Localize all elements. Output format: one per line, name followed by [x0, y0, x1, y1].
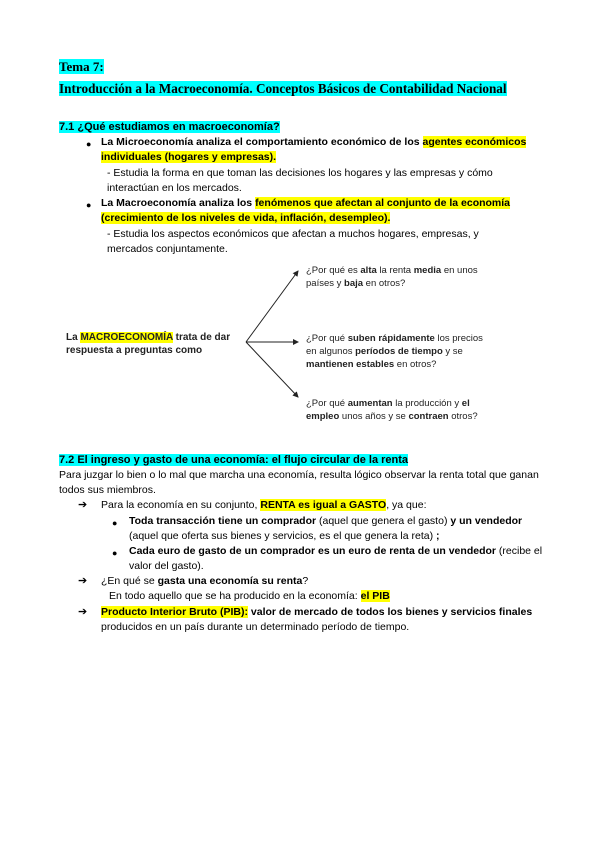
question-text: en otros? — [363, 278, 406, 289]
question-text: en unos — [441, 265, 478, 276]
question-text: ¿Por qué — [306, 333, 348, 344]
question-bold: empleo — [306, 411, 340, 422]
question-bold: el — [461, 398, 470, 409]
arrow-right-icon: ➔ — [78, 499, 88, 511]
diagram-question-1 — [306, 264, 478, 290]
section-heading-7-2 — [59, 453, 408, 467]
arrow-to-question-3 — [246, 342, 298, 397]
bullet-microeconomia-detail: - Estudia la forma en que toman las decisiones los hogares y las empresas y cómo interactúan en los mercados. — [107, 167, 493, 194]
bullet-text: La Macroeconomía analiza los — [101, 197, 256, 209]
question-text: otros? — [448, 411, 478, 422]
diagram-question-3 — [306, 397, 478, 423]
arrow-item-pib-definition-cont: producidos en un país durante un determinado período de tiempo. — [101, 621, 410, 633]
item-text: (aquel que genera el gasto) — [316, 515, 451, 527]
question-text: unos años y se — [339, 411, 409, 422]
section-heading-7-2-text: 7.2 El ingreso y gasto de una economía: el flujo circular de la renta — [59, 454, 409, 466]
question-text: los precios — [434, 333, 483, 344]
arrow-right-icon: ➔ — [78, 575, 88, 587]
question-text: ¿Por qué es — [306, 265, 361, 276]
item-text: En todo aquello que se ha producido en la economía: — [109, 590, 361, 602]
subbullet-transaccion — [129, 514, 549, 544]
subbullet-euro — [129, 544, 549, 574]
arrow-to-question-1 — [246, 271, 298, 342]
question-bold: aumentan — [347, 398, 393, 409]
diagram-question-2 — [306, 332, 483, 371]
question-text: en otros? — [394, 359, 437, 370]
question-bold: alta — [360, 265, 377, 276]
arrow-item-pib-definition — [101, 605, 532, 620]
statement-text: La — [66, 332, 81, 343]
topic-number: Tema 7: — [59, 59, 104, 74]
item-text: (aquel que oferta sus bienes y servicios, es el que genera la reta) — [129, 530, 437, 542]
highlight-text: fenómenos que afectan al conjunto de la economía (crecimiento de los niveles de vida, inflación, desempleo). — [101, 197, 511, 224]
statement-highlight: MACROECONOMÍA — [80, 332, 173, 343]
question-bold: períodos de tiempo — [355, 346, 443, 357]
item-bold: gasta una economía su renta — [157, 575, 303, 587]
bullet-macroeconomia-detail: - Estudia los aspectos económicos que afectan a muchos hogares, empresas, y mercados conjuntamente. — [107, 228, 479, 255]
bullet-icon: ● — [112, 518, 118, 528]
question-text: ¿Por qué — [306, 398, 348, 409]
question-text: la renta — [376, 265, 414, 276]
highlight-text: agentes económicos individuales (hogares y empresas). — [101, 136, 527, 163]
arrow-right-icon: ➔ — [78, 606, 88, 618]
bullet-text: La Microeconomía analiza el comportamiento económico de los — [101, 136, 423, 148]
question-bold: contraen — [408, 411, 449, 422]
page-title-text: Introducción a la Macroeconomía. Conceptos Básicos de Contabilidad Nacional — [59, 81, 507, 96]
statement-text: trata de dar — [172, 332, 231, 343]
question-text: y se — [442, 346, 463, 357]
item-text: Para la economía en su conjunto, — [101, 499, 261, 511]
item-bold: ; — [436, 530, 440, 542]
item-text: , ya que: — [386, 499, 427, 511]
bullet-icon: ● — [86, 200, 92, 210]
question-text: en algunos — [306, 346, 356, 357]
section-heading-7-1-text: 7.1 ¿Qué estudiamos en macroeconomía? — [59, 121, 280, 133]
item-bold: Cada euro de gasto de un comprador es un euro de renta de un vendedor — [129, 545, 496, 557]
bullet-icon: ● — [86, 139, 92, 149]
question-bold: suben rápidamente — [347, 333, 435, 344]
question-bold: mantienen estables — [306, 359, 395, 370]
bullet-icon: ● — [112, 548, 118, 558]
item-text: ? — [302, 575, 309, 587]
item-bold: Toda transacción tiene un comprador — [129, 515, 317, 527]
highlight-text: el PIB — [360, 590, 390, 602]
item-bold: y un vendedor — [450, 515, 523, 527]
question-bold: baja — [344, 278, 364, 289]
arrow-item-gasto-renta-answer — [109, 589, 390, 604]
statement-text: respuesta a preguntas como — [66, 345, 203, 356]
item-text: (recibe el valor del gasto). — [129, 545, 543, 572]
question-text: la producción y — [392, 398, 462, 409]
highlight-text: Producto Interior Bruto (PIB): — [101, 606, 248, 618]
item-bold: valor de mercado de todos los bienes y servicios finales — [248, 606, 533, 618]
highlight-text: RENTA es igual a GASTO — [260, 499, 387, 511]
diagram-main-statement — [66, 331, 230, 357]
question-bold: media — [413, 265, 442, 276]
arrow-item-renta-gasto — [101, 498, 426, 513]
arrow-item-gasto-renta — [101, 574, 308, 589]
question-text: países y — [306, 278, 345, 289]
item-text: ¿En qué se — [101, 575, 158, 587]
section-intro: Para juzgar lo bien o lo mal que marcha una economía, resulta lógico observar la renta total que ganan todos sus miembros. — [59, 469, 539, 496]
